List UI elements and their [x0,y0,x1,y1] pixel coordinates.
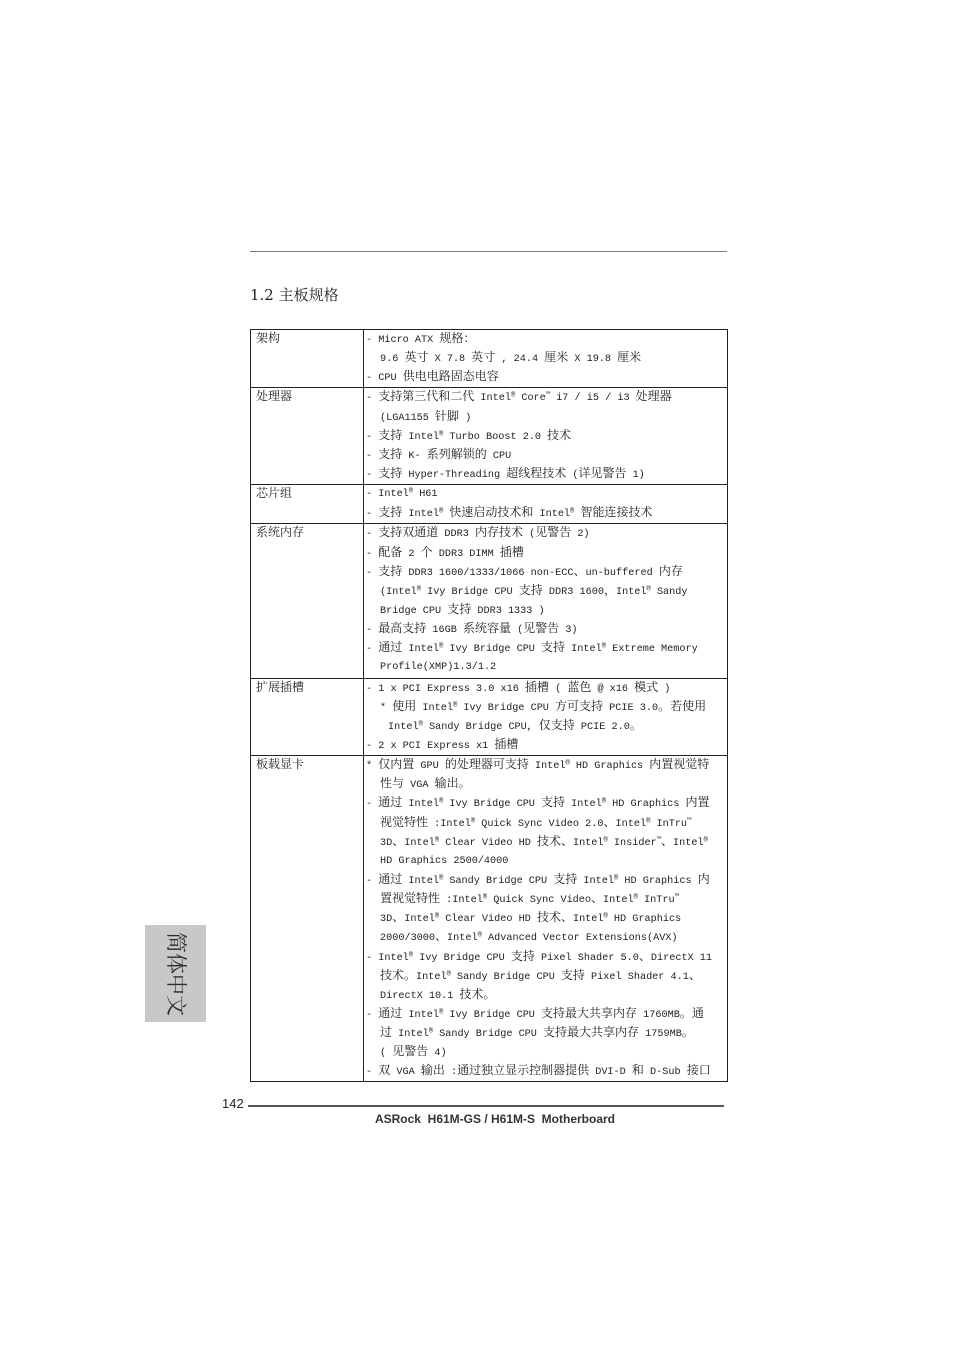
spec-label: 处理器 [256,390,293,405]
spec-line: 性与 VGA 输出。 [380,777,471,792]
spec-row-expansion-slots [251,678,728,756]
spec-label-cell [251,756,364,1082]
spec-line: * 使用 Intel® Ivy Bridge CPU 方可支持 PCIE 3.0。若使用 [380,699,707,714]
spec-line: - 通过 Intel® Sandy Bridge CPU 支持 Intel® HD Graphics 内 [366,872,710,887]
spec-line: 技术。Intel® Sandy Bridge CPU 支持 Pixel Shader 4.1、 [380,968,701,983]
spec-line: - 支持双通道 DDR3 内存技术 (见警告 2) [366,526,590,541]
spec-row-memory [251,524,728,678]
spec-line: - 支持 DDR3 1600/1333/1066 non-ECC、un-buffered 内存 [366,564,683,579]
spec-line: 视觉特性 :Intel® Quick Sync Video 2.0、Intel® InTru™ [380,815,692,830]
spec-label-cell [251,485,364,524]
spec-content-cell [364,756,728,1082]
spec-content-cell [364,524,728,678]
spec-label-cell [251,524,364,678]
spec-line: - 双 VGA 输出 :通过独立显示控制器提供 DVI-D 和 D-Sub 接口 [366,1064,711,1079]
spec-line: 置视觉特性 :Intel® Quick Sync Video、Intel® InTru™ [380,892,679,907]
spec-line: ( 见警告 4) [380,1045,447,1060]
spec-table [250,329,728,1082]
spec-line: - 支持 Intel® 快速启动技术和 Intel® 智能连接技术 [366,506,653,521]
spec-line: (LGA1155 针脚 ) [380,409,472,424]
side-language-tab [145,925,206,1022]
spec-line: 9.6 英寸 X 7.8 英寸 , 24.4 厘米 X 19.8 厘米 [380,351,642,366]
spec-label: 扩展插槽 [256,680,305,695]
spec-line: (Intel® Ivy Bridge CPU 支持 DDR3 1600，Intel® Sandy [380,583,688,598]
spec-line: - 通过 Intel® Ivy Bridge CPU 支持 Intel® HD Graphics 内置 [366,796,710,811]
spec-row-cpu [251,388,728,485]
spec-label-cell [251,388,364,485]
spec-label-cell [251,678,364,756]
spec-line: - 通过 Intel® Ivy Bridge CPU 支持最大共享内存 1760MB。通 [366,1006,704,1021]
spec-content-cell [364,678,728,756]
spec-label: 芯片组 [256,487,293,502]
spec-line: - 1 x PCI Express 3.0 x16 插槽 ( 蓝色 @ x16 模式 ) [366,680,671,695]
spec-line: * 仅内置 GPU 的处理器可支持 Intel® HD Graphics 内置视觉特 [366,758,710,773]
spec-line: - 支持 Intel® Turbo Boost 2.0 技术 [366,428,572,443]
spec-line: HD Graphics 2500/4000 [380,855,509,867]
spec-line: Profile(XMP)1.3/1.2 [380,662,497,674]
spec-line: - CPU 供电电路固态电容 [366,370,499,385]
spec-line: - 通过 Intel® Ivy Bridge CPU 支持 Intel® Extreme Memory [366,641,698,656]
section-title: 1.2 主板规格 [250,286,339,304]
spec-line: - 最高支持 16GB 系统容量 (见警告 3) [366,622,578,637]
side-tab-label: 简体中文 [163,931,188,1016]
spec-line: 2000/3000、Intel® Advanced Vector Extensions(AVX) [380,930,678,945]
spec-content-cell [364,330,728,388]
footer-rule [248,1105,724,1107]
spec-content-cell [364,485,728,524]
spec-line: 3D、Intel® Clear Video HD 技术、Intel® HD Graphics [380,911,682,926]
spec-line: 3D、Intel® Clear Video HD 技术、Intel® Insider™、Intel® [380,834,708,849]
spec-line: Bridge CPU 支持 DDR3 1333 ) [380,602,545,617]
spec-line: Intel® Sandy Bridge CPU，仅支持 PCIE 2.0。 [388,718,642,733]
page-number: 142 [222,1096,244,1111]
spec-line: - 支持 K- 系列解锁的 CPU [366,447,512,462]
spec-line: - 支持 Hyper-Threading 超线程技术 (详见警告 1) [366,466,645,481]
spec-label: 系统内存 [256,526,305,541]
spec-line: - Intel® H61 [366,487,438,501]
spec-label: 架构 [256,332,281,346]
top-rule [250,251,727,252]
spec-line: - 支持第三代和二代 Intel® Core™ i7 / i5 / i3 处理器 [366,390,672,405]
footer-product-name: ASRock H61M-GS / H61M-S Motherboard [374,1112,616,1126]
spec-row-chipset [251,485,728,524]
spec-line: - 2 x PCI Express x1 插槽 [366,737,519,752]
spec-line: DirectX 10.1 技术。 [380,987,496,1002]
spec-content-cell [364,388,728,485]
spec-line: - Micro ATX 规格： [366,332,476,346]
spec-line: - 配备 2 个 DDR3 DIMM 插槽 [366,545,524,560]
spec-row-form-factor [251,330,728,388]
spec-line: - Intel® Ivy Bridge CPU 支持 Pixel Shader 5.0、DirectX 11 [366,949,713,964]
spec-row-onboard-graphics [251,756,728,1082]
spec-line: 过 Intel® Sandy Bridge CPU 支持最大共享内存 1759MB。 [380,1026,694,1041]
spec-label-cell [251,330,364,388]
spec-label: 板载显卡 [256,758,305,773]
